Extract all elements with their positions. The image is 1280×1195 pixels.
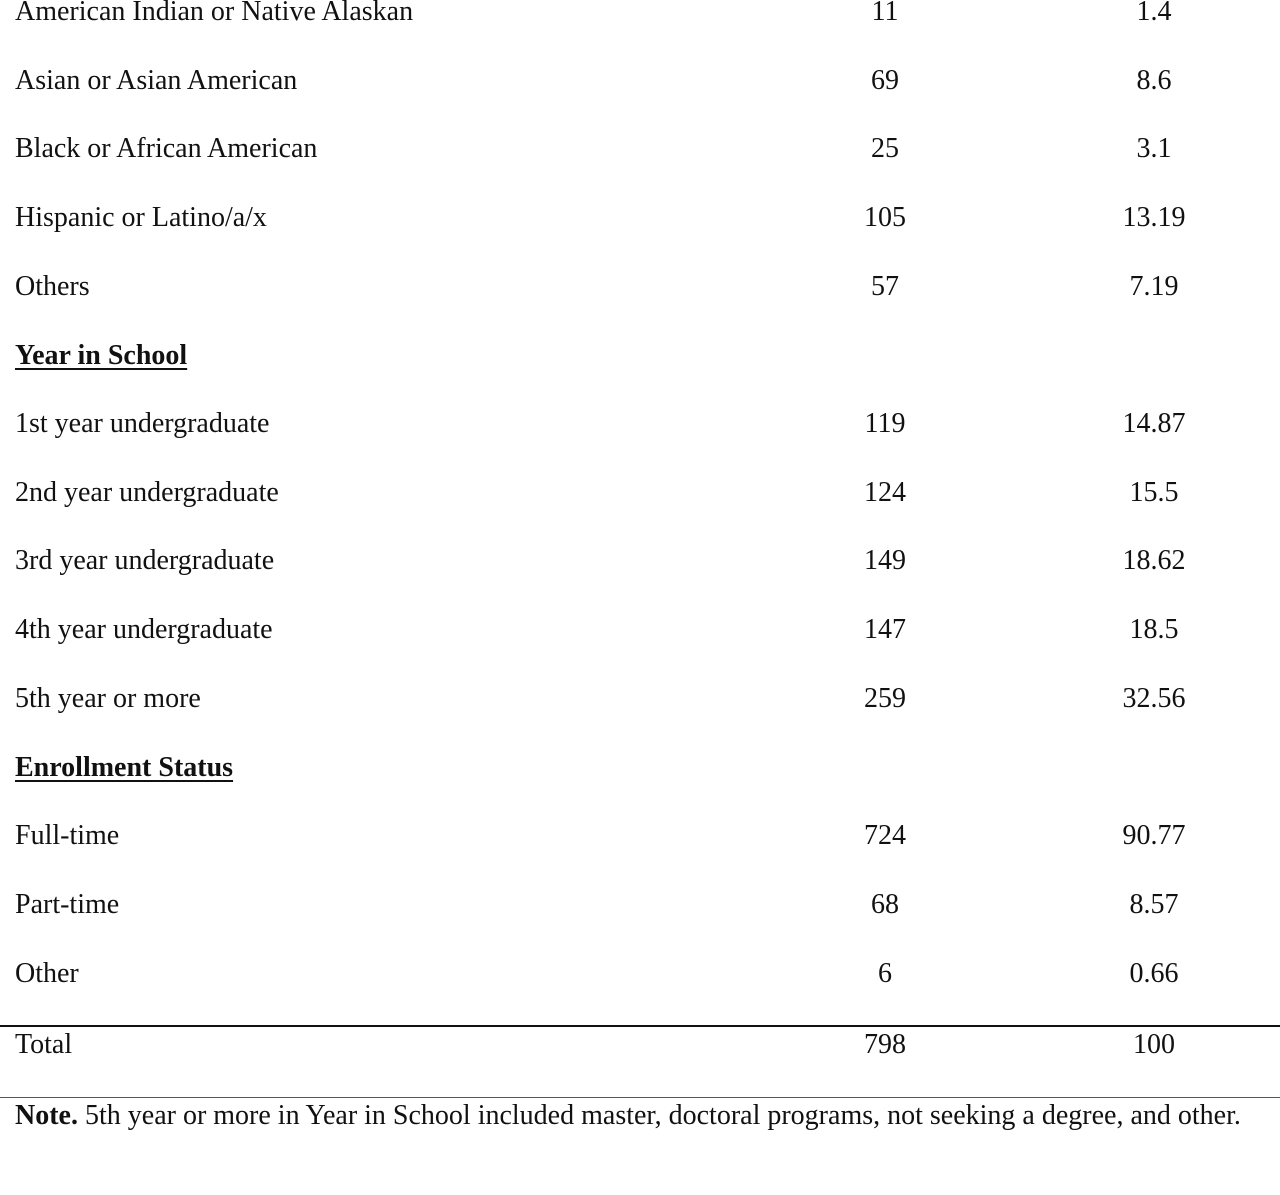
note-prefix: Note. (15, 1100, 78, 1131)
row-count: 57 (871, 271, 899, 302)
section-heading-enrollment-status (0, 748, 1280, 788)
row-count: 6 (878, 958, 892, 989)
note-text: 5th year or more in Year in School included master, doctoral programs, not seeking a degree, and other. (77, 1100, 1241, 1131)
table-row-total (0, 1025, 1280, 1065)
row-label: Others (15, 271, 90, 302)
table-note (15, 1081, 1265, 1150)
table-row (0, 473, 1280, 513)
row-count: 147 (864, 614, 906, 645)
row-label: Black or African American (15, 133, 318, 164)
row-percent: 3.1 (1136, 133, 1172, 164)
table-row (0, 954, 1280, 994)
table-row (0, 198, 1280, 238)
table-row (0, 541, 1280, 581)
row-percent: 18.62 (1122, 545, 1186, 576)
row-count: 69 (871, 65, 899, 96)
row-percent: 1.4 (1136, 0, 1172, 27)
row-count: 149 (864, 545, 906, 576)
row-percent: 8.57 (1129, 889, 1179, 920)
row-count: 798 (864, 1029, 906, 1060)
row-label: 3rd year undergraduate (15, 545, 275, 576)
row-percent: 13.19 (1122, 202, 1186, 233)
row-label: Hispanic or Latino/a/x (15, 202, 267, 233)
row-label: Part-time (15, 889, 120, 920)
row-percent: 18.5 (1129, 614, 1179, 645)
row-percent: 14.87 (1122, 408, 1186, 439)
table-row (0, 679, 1280, 719)
row-label: Asian or Asian American (15, 65, 298, 96)
row-count: 68 (871, 889, 899, 920)
row-label: 5th year or more (15, 683, 201, 714)
row-percent: 100 (1133, 1029, 1175, 1060)
section-heading-label: Year in School (15, 340, 188, 371)
row-label: Full-time (15, 820, 120, 851)
row-percent: 7.19 (1129, 271, 1179, 302)
table-row (0, 404, 1280, 444)
row-percent: 8.6 (1136, 65, 1172, 96)
row-label: 1st year undergraduate (15, 408, 270, 439)
table-row (0, 129, 1280, 169)
row-count: 724 (864, 820, 906, 851)
row-label: American Indian or Native Alaskan (15, 0, 414, 27)
row-percent: 15.5 (1129, 477, 1179, 508)
row-percent: 32.56 (1122, 683, 1186, 714)
table-row (0, 0, 1280, 32)
table-row (0, 816, 1280, 856)
table-row (0, 61, 1280, 101)
row-count: 25 (871, 133, 899, 164)
row-label: 2nd year undergraduate (15, 477, 279, 508)
table-row (0, 885, 1280, 925)
row-count: 11 (871, 0, 899, 27)
row-count: 124 (864, 477, 906, 508)
row-count: 119 (864, 408, 906, 439)
row-percent: 0.66 (1129, 958, 1179, 989)
section-heading-label: Enrollment Status (15, 752, 234, 783)
row-label: 4th year undergraduate (15, 614, 273, 645)
table-row (0, 267, 1280, 307)
row-label: Total (15, 1029, 73, 1060)
row-label: Other (15, 958, 79, 989)
table-row (0, 610, 1280, 650)
section-heading-year-in-school (0, 336, 1280, 376)
row-count: 259 (864, 683, 906, 714)
row-count: 105 (864, 202, 906, 233)
row-percent: 90.77 (1122, 820, 1186, 851)
